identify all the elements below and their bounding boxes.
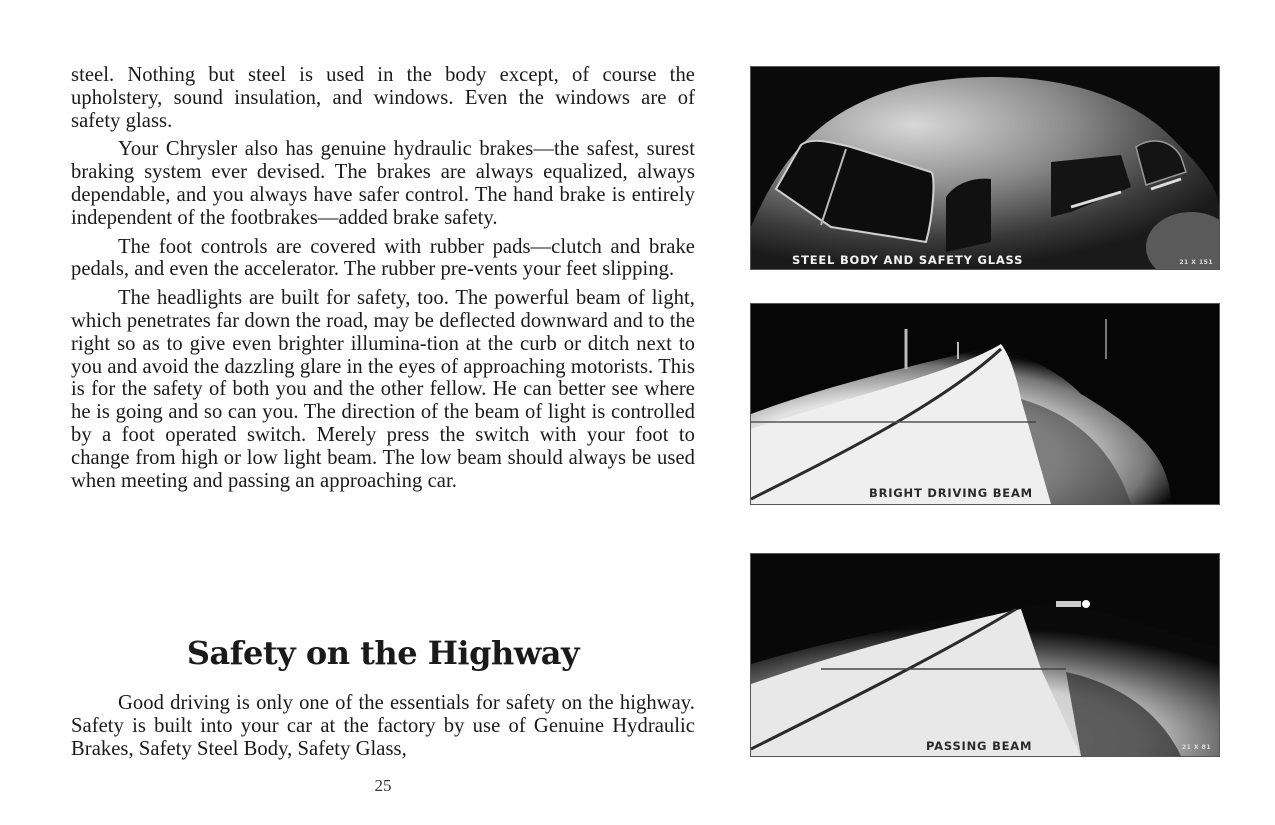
page-number: 25 [374,776,392,795]
paragraph-headlights: The headlights are built for safety, too. The powerful beam of light, which penetrates far down the road, may be deflected downward and to the right so as to give even brighter illumina-tion at the curb or ditch next to you and avoid the dazzling glare in the eyes of approaching motorists. This is for the safety of both you and the other fellow. He can better see where he is going and so can you. The direction of the beam of light is controlled by a foot operated switch. Merely press the switch with your foot to change from high or low light beam. The low beam should always be used when meeting and passing an approaching car. [71,287,695,492]
figure-passing-beam [750,553,1220,757]
figure-caption: PASSING BEAM [926,739,1033,753]
paragraph-steel-body: steel. Nothing but steel is used in the body except, of course the upholstery, sound insulation, and windows. Even the windows are of safety glass. [71,64,695,132]
figure-code: 21 X 81 [1181,744,1211,751]
figure-caption: STEEL BODY AND SAFETY GLASS [792,253,1024,267]
bright-beam-road-photo-icon [751,304,1219,504]
left-column-text [71,64,695,498]
figure-code: 21 X 151 [1179,259,1213,266]
figure-caption: BRIGHT DRIVING BEAM [869,486,1033,500]
section-heading: Safety on the Highway [186,634,580,672]
figure-steel-body [750,66,1220,270]
figure-bright-beam [750,303,1220,505]
section-body [71,692,695,766]
paragraph-good-driving: Good driving is only one of the essentials for safety on the highway. Safety is built into your car at the factory by use of Genuine Hydraulic Brakes, Safety Steel Body, Safety Glass, [71,692,695,760]
paragraph-foot-controls: The foot controls are covered with rubber pads—clutch and brake pedals, and even the accelerator. The rubber pre-vents your feet slipping. [71,235,695,281]
passing-beam-road-photo-icon [751,554,1219,756]
car-body-photo-icon [751,67,1219,269]
paragraph-hydraulic-brakes: Your Chrysler also has genuine hydraulic brakes—the safest, surest braking system ever devised. The brakes are always equalized, always dependable, and you always have safer control. The hand brake is entirely independent of the footbrakes—added brake safety. [71,138,695,229]
